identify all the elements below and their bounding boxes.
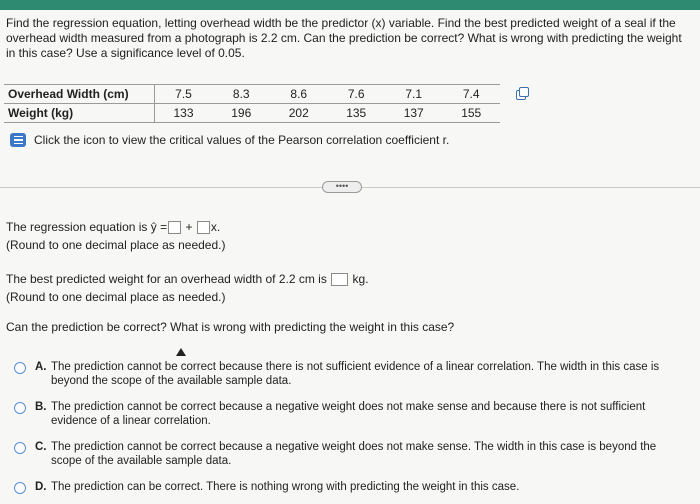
radio-button[interactable] [14,362,26,374]
option-text: The prediction cannot be correct because a negative weight does not make sense and because there is not sufficient evidence of a linear correlation. [51,401,646,427]
row-header: Overhead Width (cm) [4,85,154,104]
expand-button[interactable]: •••• [322,181,362,193]
option-b[interactable] [14,400,671,428]
prediction-prefix: The best predicted weight for an overhead width of 2.2 cm is [6,272,327,286]
table-row [4,85,500,104]
prediction-line [6,272,369,287]
slope-input[interactable] [197,221,210,234]
critical-values-link[interactable] [10,133,449,147]
critical-values-text: Click the icon to view the critical values of the Pearson correlation coefficient r. [34,133,450,147]
radio-button[interactable] [14,482,26,494]
table-cell: 137 [385,104,442,123]
option-letter: D. [35,481,47,493]
table-cell: 7.4 [442,85,500,104]
table-row [4,104,500,123]
option-letter: A. [35,361,47,373]
intercept-input[interactable] [168,221,181,234]
prediction-unit: kg. [352,272,369,286]
option-text: The prediction cannot be correct because there is not sufficient evidence of a linear correlation. The width in this case is beyond the scope of the available sample data. [51,361,660,387]
table-cell: 133 [154,104,213,123]
table-cell: 135 [327,104,384,123]
option-text: The prediction cannot be correct because a negative weight does not make sense. The width in this case is beyond the scope of the available sample data. [51,441,657,467]
row-header: Weight (kg) [4,104,154,123]
mouse-cursor-icon [176,348,186,356]
option-text: The prediction can be correct. There is nothing wrong with predicting the weight in this case. [51,481,520,493]
table-cell: 7.1 [385,85,442,104]
option-c[interactable] [14,440,671,468]
question-2: Can the prediction be correct? What is wrong with predicting the weight in this case? [6,320,455,334]
copy-data-icon[interactable] [516,90,526,100]
yhat-symbol: ŷ = [150,220,168,234]
option-d[interactable] [14,480,671,494]
regression-hint: (Round to one decimal place as needed.) [6,238,226,252]
option-letter: C. [35,441,47,453]
table-cell: 8.3 [213,85,270,104]
plus-sign: + [185,220,193,234]
prediction-hint: (Round to one decimal place as needed.) [6,290,226,304]
table-cell: 155 [442,104,500,123]
top-bar [0,0,700,10]
radio-button[interactable] [14,442,26,454]
data-table [4,84,500,123]
table-cell: 7.6 [327,85,384,104]
table-cell: 196 [213,104,270,123]
table-cell: 7.5 [154,85,213,104]
question-text: Find the regression equation, letting overhead width be the predictor (x) variable. Find the best predicted weight of a seal if the overhead width measured from a photograph is 2.2 cm. Can the prediction be correct? What is wrong with predicting the weight in this case? Use a significance level of 0.05. [6,16,682,60]
regression-suffix: x. [210,220,221,234]
table-cell: 8.6 [270,85,327,104]
regression-line [6,220,220,235]
table-cell: 202 [270,104,327,123]
regression-prefix: The regression equation is [6,220,148,234]
option-letter: B. [35,401,47,413]
radio-button[interactable] [14,402,26,414]
option-a[interactable] [14,360,671,388]
table-icon[interactable] [10,133,26,147]
predicted-weight-input[interactable] [331,273,348,286]
